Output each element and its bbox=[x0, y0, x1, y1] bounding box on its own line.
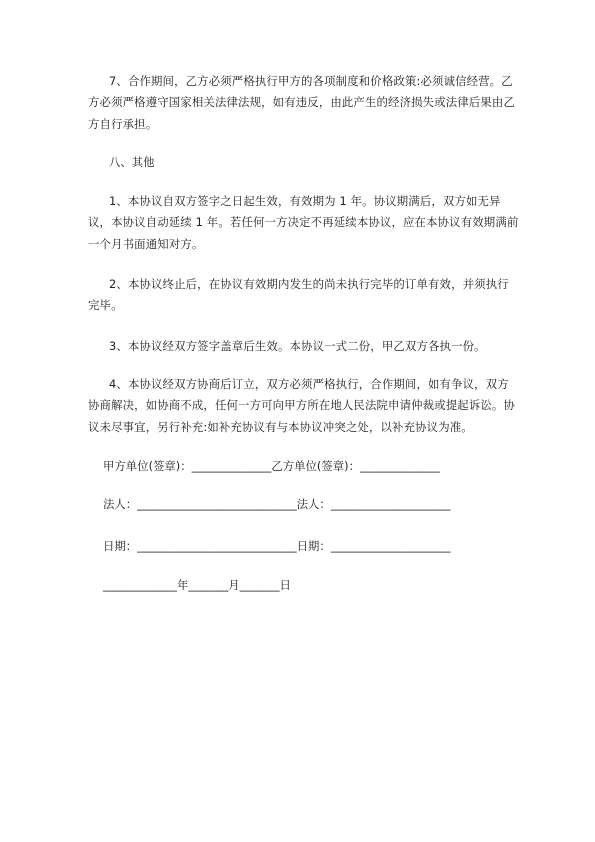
clause-8-2-paragraph: 2、本协议终止后，在协议有效期内发生的尚未执行完毕的订单有效，并须执行完毕。 bbox=[88, 277, 509, 313]
year-month-day-line: _____________年_______月_______日 bbox=[103, 578, 291, 592]
signature-legal-person-line: 法人：____________________________法人：_____________________ bbox=[103, 497, 451, 511]
section-8-heading: 八、其他 bbox=[109, 155, 155, 169]
clause-8-4-paragraph: 4、本协议经双方协商后订立，双方必须严格执行，合作期间，如有争议，双方协商解决，如协商不成，任何一方可向甲方所在地人民法院申请仲裁或提起诉讼。协议未尽事宜，另行补充:如补充协议有与本协议冲突之处，以补充协议为准。 bbox=[88, 377, 516, 434]
clause-7-paragraph: 7、合作期间，乙方必须严格执行甲方的各项制度和价格政策:必须诚信经营。乙方必须严格遵守国家相关法律法规，如有违反，由此产生的经济损失或法律后果由乙方自行承担。 bbox=[88, 74, 516, 131]
clause-8-3-paragraph: 3、本协议经双方签字盖章后生效。本协议一式二份，甲乙双方各执一份。 bbox=[109, 339, 486, 353]
signature-date-line: 日期：____________________________日期：_____________________ bbox=[103, 539, 451, 553]
signature-units-line: 甲方单位(签章)：______________乙方单位(签章)：______________ bbox=[103, 459, 440, 473]
clause-8-1-paragraph: 1、本协议自双方签字之日起生效，有效期为 1 年。协议期满后，双方如无异议，本协议自动延续 1 年。若任何一方决定不再延续本协议，应在本协议有效期满前一个月书面通知对方。 bbox=[88, 194, 519, 251]
